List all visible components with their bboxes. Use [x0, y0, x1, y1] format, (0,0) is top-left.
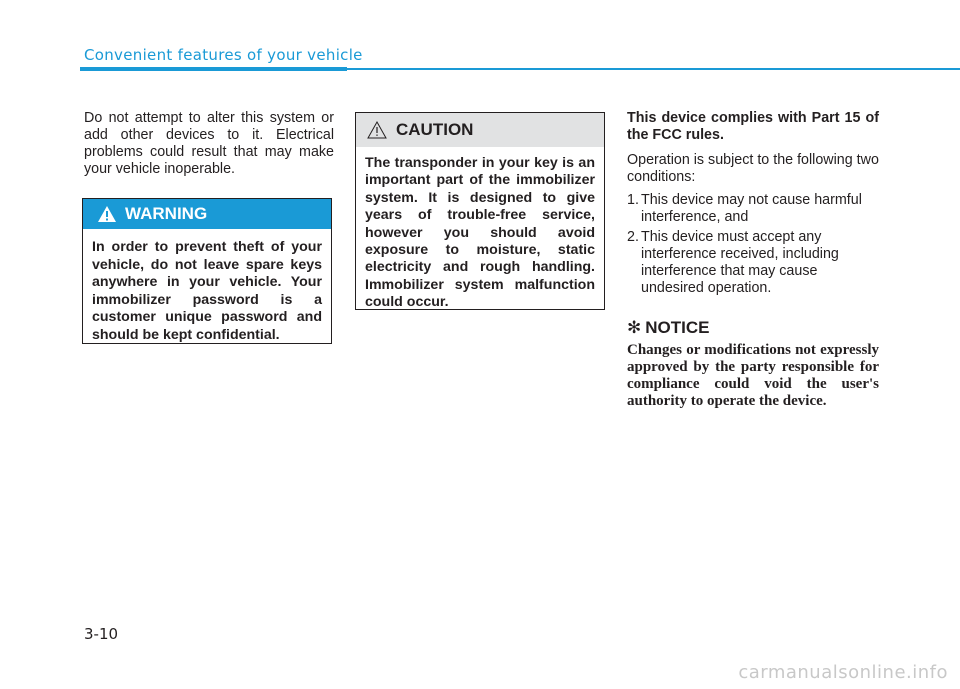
warning-triangle-icon [97, 205, 117, 223]
asterisk-icon: ✻ [627, 318, 642, 337]
header-rule [347, 68, 960, 70]
fcc-conditions-list [627, 192, 879, 297]
caution-header [356, 113, 604, 147]
caution-label: CAUTION [396, 120, 474, 139]
caution-triangle-icon [366, 120, 388, 140]
warning-text: In order to prevent theft of your vehicle, do not leave spare keys anywhere in your vehicle. Your immobilizer password is a customer unique password and should be kept confidential. [92, 239, 322, 343]
fcc-section [627, 110, 879, 410]
notice-heading [627, 319, 879, 336]
warning-header [83, 199, 331, 229]
caution-text: The transponder in your key is an important part of the immobilizer system. It is designed to give years of trouble-free service, however you should avoid exposure to moisture, static electricity and rough handling. Immobilizer system malfunction could occur. [365, 155, 595, 311]
notice-label: NOTICE [645, 318, 710, 337]
list-item [627, 192, 879, 226]
notice-text: Changes or modifications not expressly approved by the party responsible for compliance could void the user's authority to operate the device. [627, 342, 879, 409]
fcc-title: This device complies with Part 15 of the FCC rules. [627, 110, 879, 143]
page-number: 3-10 [84, 625, 119, 643]
list-item-number: 1. [627, 192, 639, 208]
section-header-title: Convenient features of your vehicle [84, 46, 363, 64]
watermark: carmanualsonline.info [738, 662, 948, 683]
list-item-text: This device may not cause harmful interference, and [641, 192, 862, 225]
intro-paragraph: Do not attempt to alter this system or add other devices to it. Electrical problems could result that may make your vehicle inoperable. [84, 110, 334, 177]
fcc-intro: Operation is subject to the following two conditions: [627, 152, 879, 185]
header-accent-bar [80, 67, 347, 71]
list-item [627, 229, 879, 297]
warning-label: WARNING [125, 204, 208, 223]
list-item-number: 2. [627, 229, 639, 245]
list-item-text: This device must accept any interference received, including interference that may cause undesired operation. [641, 229, 839, 296]
caution-box [355, 112, 605, 310]
warning-box [82, 198, 332, 344]
